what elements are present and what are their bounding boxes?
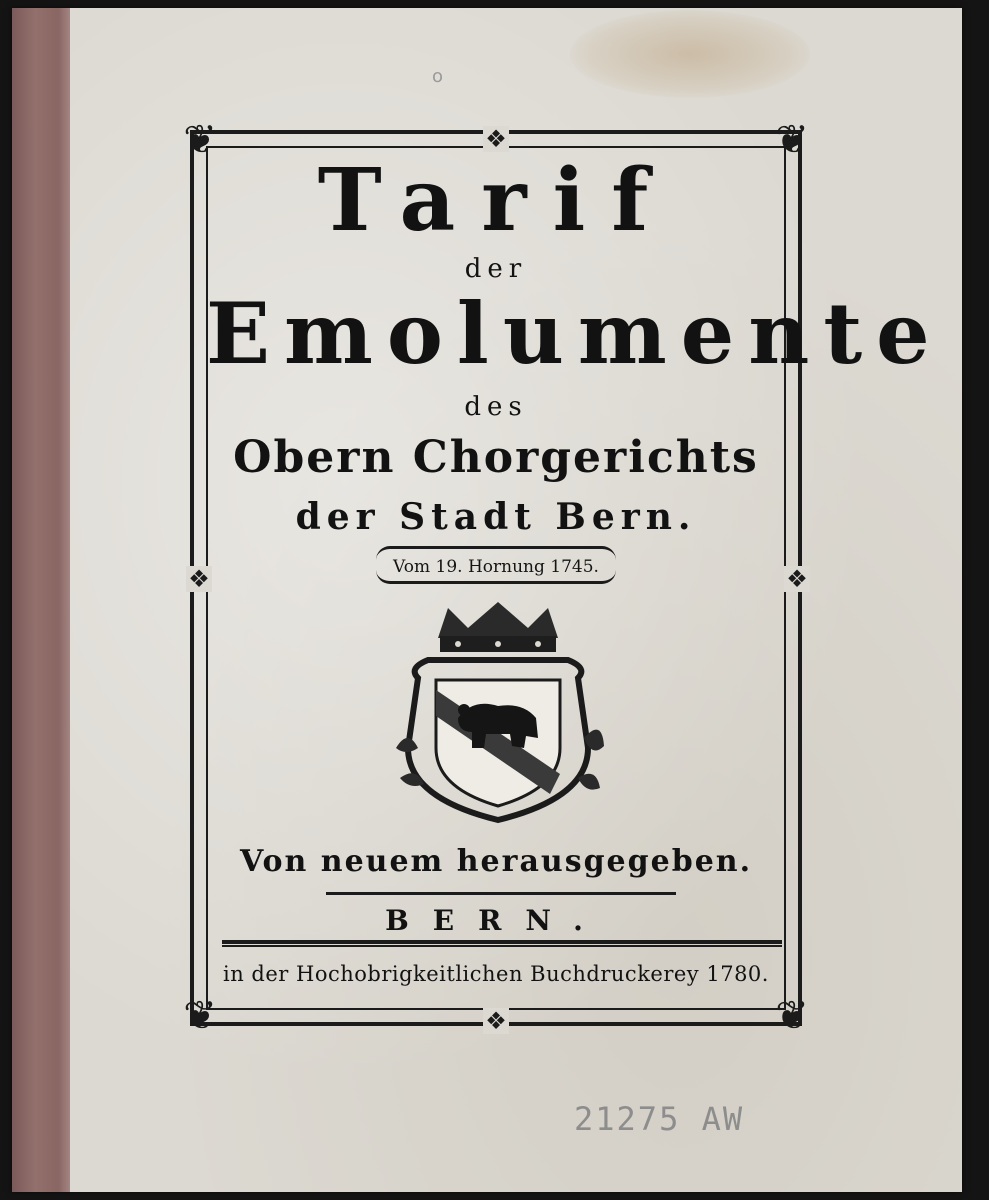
side-ornament-icon: ❖ (186, 566, 212, 592)
side-ornament-icon: ❖ (784, 566, 810, 592)
corner-ornament-icon: ❦ (775, 117, 809, 163)
place-of-printing: BERN. (385, 904, 607, 937)
bern-coat-of-arms-icon (388, 598, 608, 828)
binding-spine (12, 8, 70, 1192)
corner-ornament-icon: ❦ (775, 993, 809, 1039)
divider-rule (326, 892, 676, 895)
document-title-second-line: Emolumente (206, 284, 944, 383)
document-title: Tarif (317, 150, 675, 251)
court-name: Obern Chorgerichts (233, 432, 759, 483)
printer-imprint: in der Hochobrigkeitlichen Buchdruckerey 1780. (223, 962, 769, 986)
side-ornament-icon: ❖ (483, 126, 509, 152)
date-cartouche (376, 546, 616, 584)
corner-ornament-icon: ❦ (183, 993, 217, 1039)
water-stain (570, 10, 810, 98)
corner-ornament-icon: ❦ (183, 117, 217, 163)
title-connector-des: des (464, 392, 528, 422)
city-name: der Stadt Bern. (295, 496, 697, 538)
pencil-mark: o (432, 66, 444, 87)
inventory-number: 21275 AW (574, 1100, 745, 1138)
reissue-note: Von neuem herausgegeben. (239, 844, 753, 879)
title-connector-der: der (464, 254, 528, 284)
date-text: Vom 19. Hornung 1745. (393, 557, 599, 577)
side-ornament-icon: ❖ (483, 1008, 509, 1034)
double-rule (222, 940, 782, 947)
